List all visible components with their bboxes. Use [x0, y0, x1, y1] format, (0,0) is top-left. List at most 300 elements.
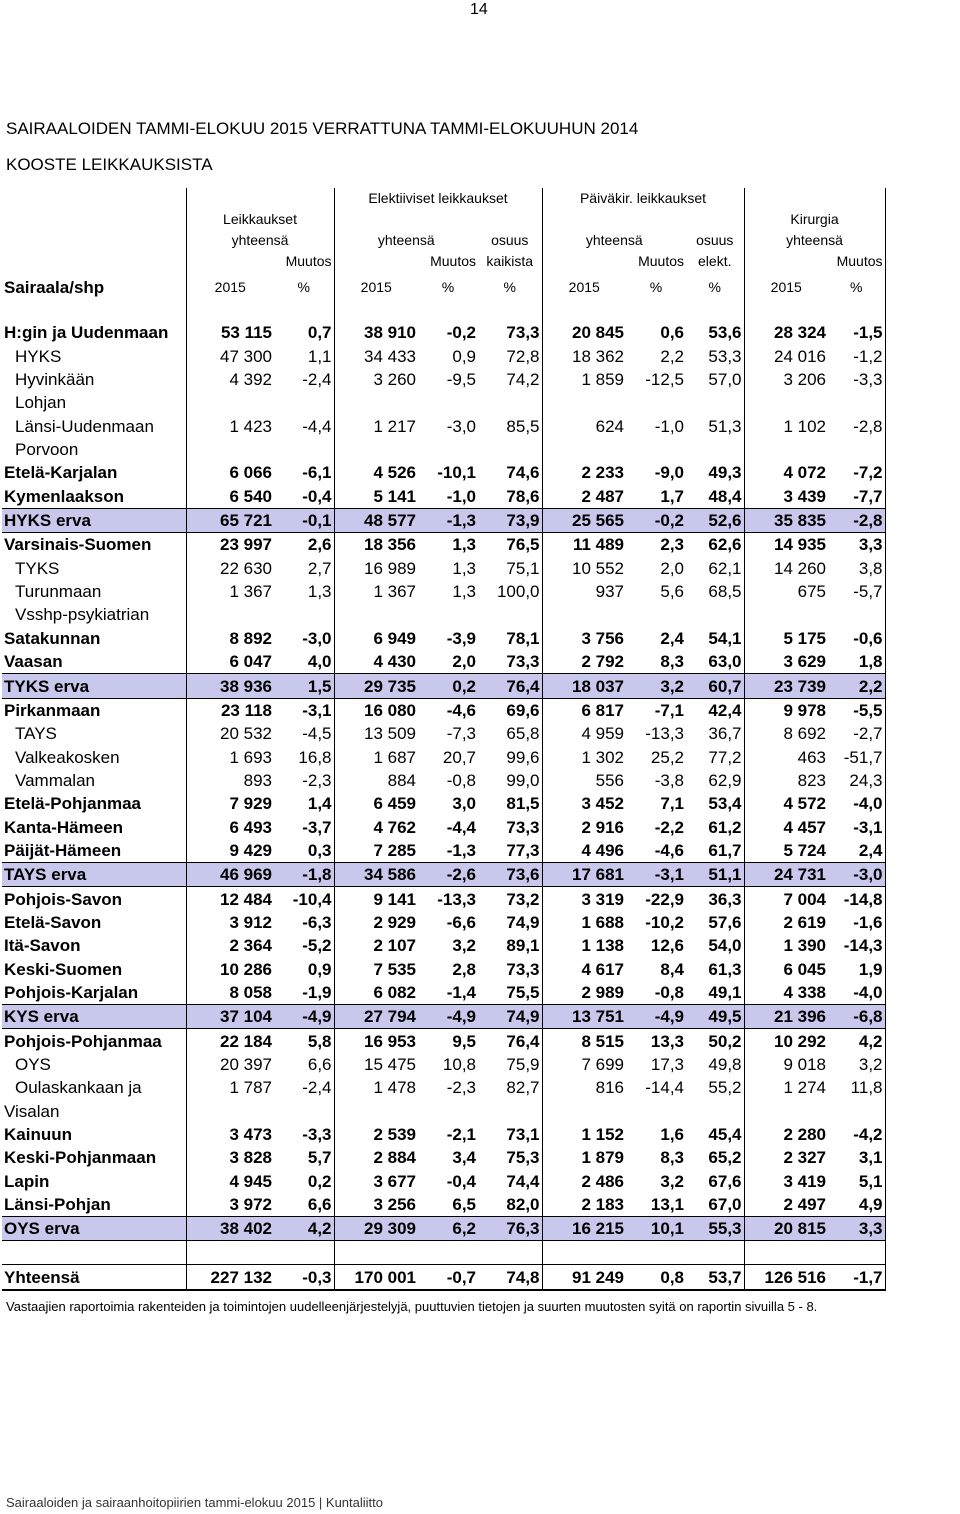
cell-elective-share-pct	[478, 1099, 542, 1122]
cell-surgery-2015: 4 338	[783, 982, 826, 1002]
cell-surgery-change-pct: -51,7	[828, 745, 885, 768]
cell-elective-change-pct: -1,0	[446, 486, 476, 506]
cell-dayop-2015: 2 487	[581, 486, 624, 506]
cell-surgery-change-pct: -3,0	[828, 862, 885, 886]
header-pct: %	[441, 279, 455, 295]
cell-dayop-change-pct: 25,2	[650, 747, 684, 767]
cell-dayop-share-elective-pct: 63,0	[686, 650, 744, 674]
cell-elective-2015: 27 794	[334, 1004, 418, 1028]
cell-dayop-change-pct: 7,1	[660, 794, 684, 814]
table-row	[2, 461, 885, 484]
erva-summary-row	[2, 862, 885, 886]
header-year: 2015	[568, 279, 600, 295]
cell-surgery-2015	[744, 1099, 828, 1122]
spacer-row	[2, 1241, 885, 1265]
cell-dayop-share-elective-pct: 51,3	[686, 414, 744, 437]
cell-dayop-2015: 6 817	[581, 700, 624, 720]
cell-dayop-share-elective-pct: 61,7	[686, 839, 744, 863]
cell-surgery-2015: 675	[797, 582, 826, 602]
cell-surgery-change-pct: -1,6	[828, 911, 885, 934]
table-row	[2, 769, 885, 792]
cell-surgery-change-pct: 3,3	[828, 1217, 885, 1241]
cell-total-2015: 22 184	[220, 1031, 272, 1051]
cell-total-2015: 38 402	[186, 1217, 274, 1241]
cell-dayop-change-pct: -12,5	[645, 370, 684, 390]
cell-surgery-change-pct: -2,8	[828, 414, 885, 437]
cell-elective-share-pct: 89,1	[478, 934, 542, 957]
table-row	[2, 981, 885, 1005]
cell-dayop-change-pct: -13,3	[645, 724, 684, 744]
cell-dayop-2015: 2 792	[581, 652, 624, 672]
cell-surgery-change-pct: 4,2	[828, 1029, 885, 1053]
cell-elective-2015: 884	[387, 770, 416, 790]
cell-dayop-change-pct: 8,3	[660, 652, 684, 672]
cell-dayop-2015: 2 233	[581, 463, 624, 483]
cell-total-2015: 10 286	[220, 959, 272, 979]
cell-dayop-2015: 10 552	[572, 558, 624, 578]
header-muutos: Muutos	[638, 253, 684, 269]
cell-elective-2015: 6 082	[373, 982, 416, 1002]
cell-elective-2015: 29 309	[334, 1217, 418, 1241]
cell-elective-share-pct: 74,4	[478, 1169, 542, 1192]
cell-elective-share-pct: 82,0	[478, 1193, 542, 1217]
cell-surgery-change-pct	[828, 603, 885, 626]
header-dayop-osuus: osuus	[686, 230, 744, 251]
cell-elective-change-pct: 6,2	[418, 1217, 478, 1241]
report-subtitle: KOOSTE LEIKKAUKSISTA	[6, 155, 213, 174]
cell-elective-2015: 48 577	[334, 508, 418, 532]
cell-elective-change-pct	[418, 438, 478, 461]
total-row	[2, 1265, 885, 1291]
cell-total-2015: 893	[243, 770, 272, 790]
cell-total-2015	[186, 391, 274, 414]
cell-elective-change-pct: 2,0	[452, 652, 476, 672]
cell-dayop-2015: 937	[595, 582, 624, 602]
cell-total-2015: 3 972	[229, 1195, 272, 1215]
cell-dayop-share-elective-pct: 53,6	[686, 321, 744, 344]
cell-elective-change-pct: 0,2	[418, 674, 478, 698]
cell-surgery-change-pct: -4,0	[828, 981, 885, 1005]
cell-elective-2015: 16 080	[364, 700, 416, 720]
cell-elective-2015: 18 356	[364, 535, 416, 555]
cell-elective-share-pct: 73,1	[478, 1123, 542, 1146]
table-row	[2, 533, 885, 557]
cell-dayop-change-pct: 5,6	[660, 582, 684, 602]
cell-total-2015: 12 484	[220, 889, 272, 909]
cell-dayop-change-pct	[626, 1099, 686, 1122]
cell-surgery-2015: 8 692	[783, 724, 826, 744]
cell-total-2015: 1 423	[229, 416, 272, 436]
cell-elective-2015: 34 433	[364, 346, 416, 366]
cell-total-2015: 2 364	[229, 936, 272, 956]
cell-elective-2015: 4 762	[373, 817, 416, 837]
cell-dayop-share-elective-pct: 57,6	[686, 911, 744, 934]
cell-dayop-2015	[542, 391, 626, 414]
cell-dayop-change-pct: -22,9	[645, 889, 684, 909]
cell-surgery-change-pct: 24,3	[828, 769, 885, 792]
hospital-name: Kanta-Hämeen	[2, 815, 186, 838]
cell-total-change-pct: 0,9	[274, 957, 334, 980]
header-row-1	[2, 188, 885, 209]
cell-surgery-2015: 6 045	[783, 959, 826, 979]
table-row	[2, 1029, 885, 1053]
cell-dayop-share-elective-pct: 53,3	[686, 344, 744, 367]
header-total-label: Leikkaukset	[186, 209, 334, 230]
cell-surgery-change-pct: -2,8	[828, 508, 885, 532]
cell-elective-share-pct: 74,8	[478, 1265, 542, 1291]
cell-elective-share-pct	[478, 391, 542, 414]
cell-surgery-2015: 9 978	[783, 700, 826, 720]
cell-elective-share-pct	[478, 603, 542, 626]
cell-total-change-pct: -6,3	[274, 911, 334, 934]
cell-dayop-2015: 25 565	[542, 508, 626, 532]
cell-total-change-pct: -3,1	[274, 698, 334, 722]
hospital-name: Kainuun	[2, 1123, 186, 1146]
cell-surgery-change-pct	[828, 1099, 885, 1122]
cell-elective-2015: 2 539	[373, 1125, 416, 1145]
cell-total-2015: 3 473	[229, 1125, 272, 1145]
hospital-name: Kymenlaakson	[2, 484, 186, 508]
cell-surgery-change-pct	[828, 391, 885, 414]
cell-elective-change-pct: -2,3	[446, 1078, 476, 1098]
cell-elective-change-pct: 3,0	[452, 794, 476, 814]
hospital-name: Hyvinkään	[2, 368, 186, 391]
cell-elective-change-pct: 1,3	[452, 582, 476, 602]
cell-total-change-pct: -3,7	[274, 815, 334, 838]
cell-dayop-2015: 17 681	[542, 862, 626, 886]
hospital-name: Päijät-Hämeen	[2, 839, 186, 863]
cell-total-2015: 8 058	[229, 982, 272, 1002]
hospital-name: HYKS	[2, 344, 186, 367]
cell-elective-2015: 9 141	[373, 889, 416, 909]
cell-total-2015: 47 300	[220, 346, 272, 366]
table-row	[2, 580, 885, 603]
table-row	[2, 1146, 885, 1169]
cell-elective-change-pct: -0,4	[446, 1171, 476, 1191]
cell-total-change-pct: -2,4	[274, 1076, 334, 1099]
cell-total-change-pct: -0,4	[274, 484, 334, 508]
hospital-name: Visalan	[2, 1099, 186, 1122]
table-row	[2, 1123, 885, 1146]
cell-total-2015: 9 429	[229, 840, 272, 860]
header-year: 2015	[770, 279, 802, 295]
table-row	[2, 484, 885, 508]
cell-dayop-change-pct: -14,4	[645, 1078, 684, 1098]
cell-elective-change-pct: -1,3	[418, 508, 478, 532]
cell-total-2015: 7 929	[229, 794, 272, 814]
cell-elective-2015	[334, 1099, 418, 1122]
hospital-name: OYS	[2, 1053, 186, 1076]
cell-dayop-share-elective-pct: 60,7	[686, 674, 744, 698]
cell-total-2015: 53 115	[220, 323, 272, 343]
table-row	[2, 321, 885, 344]
cell-elective-change-pct: -2,1	[446, 1125, 476, 1145]
cell-dayop-2015	[542, 603, 626, 626]
cell-dayop-2015: 2 183	[581, 1195, 624, 1215]
cell-total-change-pct	[274, 603, 334, 626]
cell-dayop-2015: 1 138	[581, 936, 624, 956]
hospital-name: Varsinais-Suomen	[2, 533, 186, 557]
page-number: 14	[470, 1, 488, 18]
cell-surgery-change-pct: 2,2	[828, 674, 885, 698]
cell-elective-change-pct: 10,8	[442, 1055, 476, 1074]
cell-elective-change-pct: -4,4	[446, 817, 476, 837]
cell-elective-2015: 2 884	[373, 1148, 416, 1168]
table-row	[2, 603, 885, 626]
cell-dayop-2015: 7 699	[581, 1055, 624, 1074]
cell-elective-change-pct: -2,6	[418, 862, 478, 886]
cell-total-change-pct: 0,3	[274, 839, 334, 863]
cell-surgery-change-pct: -5,5	[828, 698, 885, 722]
cell-total-change-pct: 0,7	[274, 321, 334, 344]
cell-dayop-2015: 624	[595, 416, 624, 436]
cell-surgery-2015: 463	[797, 747, 826, 767]
cell-dayop-2015: 16 215	[542, 1217, 626, 1241]
cell-elective-share-pct: 81,5	[478, 792, 542, 815]
cell-total-change-pct: 5,7	[274, 1146, 334, 1169]
hospital-name: Etelä-Karjalan	[2, 461, 186, 484]
table-row	[2, 1099, 885, 1122]
cell-dayop-share-elective-pct: 53,7	[686, 1265, 744, 1291]
cell-dayop-2015	[542, 1099, 626, 1122]
cell-elective-2015: 29 735	[334, 674, 418, 698]
hospital-name: TAYS erva	[2, 862, 186, 886]
cell-dayop-share-elective-pct: 42,4	[686, 698, 744, 722]
cell-total-change-pct: -3,3	[274, 1123, 334, 1146]
cell-surgery-2015: 28 324	[774, 323, 826, 343]
cell-dayop-change-pct: -0,8	[654, 982, 684, 1002]
cell-total-change-pct: 2,6	[274, 533, 334, 557]
cell-dayop-share-elective-pct: 54,0	[686, 934, 744, 957]
header-pct: %	[274, 272, 334, 298]
cell-surgery-change-pct: -4,2	[828, 1123, 885, 1146]
cell-elective-2015: 2 929	[373, 912, 416, 932]
erva-summary-row	[2, 674, 885, 698]
cell-elective-share-pct: 99,0	[478, 769, 542, 792]
cell-surgery-change-pct: -1,7	[828, 1265, 885, 1291]
cell-total-change-pct: -2,4	[274, 368, 334, 391]
cell-surgery-change-pct: -3,1	[828, 815, 885, 838]
cell-surgery-2015: 2 497	[783, 1195, 826, 1215]
hospital-name: TYKS	[2, 556, 186, 579]
cell-dayop-change-pct: 1,6	[660, 1125, 684, 1145]
spacer-row	[2, 298, 885, 321]
cell-elective-change-pct: 6,5	[452, 1195, 476, 1215]
cell-elective-2015	[334, 391, 418, 414]
cell-surgery-2015: 14 260	[774, 558, 826, 578]
cell-surgery-2015: 5 175	[783, 628, 826, 648]
table-row	[2, 722, 885, 745]
cell-surgery-2015: 14 935	[774, 535, 826, 555]
cell-elective-share-pct: 73,3	[478, 815, 542, 838]
cell-elective-share-pct: 74,6	[478, 461, 542, 484]
cell-dayop-2015: 4 959	[581, 724, 624, 744]
cell-dayop-share-elective-pct: 49,3	[686, 461, 744, 484]
hospital-name: TAYS	[2, 722, 186, 745]
cell-total-2015: 1 787	[229, 1078, 272, 1098]
cell-total-2015: 3 828	[229, 1148, 272, 1168]
cell-dayop-share-elective-pct: 65,2	[686, 1146, 744, 1169]
table-row	[2, 1076, 885, 1099]
cell-elective-share-pct: 73,3	[478, 957, 542, 980]
hospital-name: Lohjan	[2, 391, 186, 414]
header-year: 2015	[360, 279, 392, 295]
cell-surgery-change-pct: -7,2	[828, 461, 885, 484]
cell-elective-share-pct: 78,6	[478, 484, 542, 508]
cell-surgery-2015: 5 724	[783, 840, 826, 860]
cell-surgery-change-pct: -3,3	[828, 368, 885, 391]
cell-surgery-change-pct: 1,8	[828, 650, 885, 674]
cell-elective-share-pct: 75,5	[478, 981, 542, 1005]
cell-dayop-change-pct: 8,3	[660, 1148, 684, 1168]
cell-elective-share-pct: 69,6	[478, 698, 542, 722]
cell-elective-2015: 1 217	[373, 416, 416, 436]
cell-surgery-2015: 4 457	[783, 817, 826, 837]
cell-elective-change-pct: -0,8	[446, 770, 476, 790]
cell-elective-2015	[334, 438, 418, 461]
cell-surgery-2015: 23 739	[744, 674, 828, 698]
cell-total-change-pct: 4,2	[274, 1217, 334, 1241]
cell-dayop-change-pct: 17,3	[650, 1055, 684, 1074]
cell-dayop-2015: 4 496	[581, 840, 624, 860]
cell-dayop-change-pct: 3,2	[626, 674, 686, 698]
cell-total-change-pct: 1,1	[274, 344, 334, 367]
cell-elective-change-pct: -0,2	[446, 323, 476, 343]
header-pct: %	[649, 279, 663, 295]
cell-total-change-pct	[274, 391, 334, 414]
cell-elective-share-pct: 75,1	[478, 556, 542, 579]
cell-total-2015: 20 397	[220, 1055, 272, 1074]
cell-elective-2015: 5 141	[373, 486, 416, 506]
cell-dayop-2015: 1 859	[581, 370, 624, 390]
cell-surgery-change-pct: 3,3	[828, 533, 885, 557]
cell-dayop-2015: 556	[595, 770, 624, 790]
cell-total-change-pct: -1,8	[274, 862, 334, 886]
cell-elective-change-pct: 9,5	[452, 1031, 476, 1051]
cell-dayop-change-pct: -0,2	[626, 508, 686, 532]
cell-dayop-change-pct: -7,1	[654, 700, 684, 720]
cell-total-2015: 46 969	[186, 862, 274, 886]
cell-elective-change-pct: 2,8	[452, 959, 476, 979]
cell-elective-change-pct: -0,7	[418, 1265, 478, 1291]
cell-elective-share-pct: 99,6	[478, 745, 542, 768]
cell-total-2015: 8 892	[229, 628, 272, 648]
cell-total-2015: 3 912	[229, 912, 272, 932]
cell-elective-2015: 1 478	[373, 1078, 416, 1098]
cell-surgery-change-pct: -2,7	[828, 722, 885, 745]
table-row	[2, 911, 885, 934]
cell-total-2015: 37 104	[186, 1004, 274, 1028]
table-row	[2, 368, 885, 391]
cell-surgery-2015: 3 419	[783, 1171, 826, 1191]
cell-elective-2015: 16 989	[364, 558, 416, 578]
hospital-name: Vammalan	[2, 769, 186, 792]
header-elekt: elekt.	[686, 251, 744, 272]
cell-elective-2015: 3 256	[373, 1195, 416, 1215]
hospital-name: H:gin ja Uudenmaan	[2, 321, 186, 344]
cell-elective-change-pct: 1,3	[452, 535, 476, 555]
cell-elective-2015: 6 459	[373, 794, 416, 814]
table-row	[2, 698, 885, 722]
cell-total-2015: 6 493	[229, 817, 272, 837]
cell-elective-2015: 7 535	[373, 959, 416, 979]
cell-elective-change-pct: 3,4	[452, 1148, 476, 1168]
cell-dayop-share-elective-pct: 49,1	[686, 981, 744, 1005]
hospital-name: Etelä-Pohjanmaa	[2, 792, 186, 815]
cell-total-change-pct: 5,8	[274, 1029, 334, 1053]
cell-total-2015: 1 367	[229, 582, 272, 602]
cell-total-change-pct: -4,5	[274, 722, 334, 745]
cell-elective-2015: 16 953	[364, 1031, 416, 1051]
cell-dayop-change-pct: 0,8	[626, 1265, 686, 1291]
cell-dayop-2015: 1 688	[581, 912, 624, 932]
cell-dayop-share-elective-pct: 36,3	[686, 887, 744, 911]
cell-elective-change-pct: -3,0	[446, 416, 476, 436]
cell-surgery-2015: 7 004	[783, 889, 826, 909]
cell-elective-2015: 2 107	[373, 936, 416, 956]
cell-dayop-share-elective-pct: 55,3	[686, 1217, 744, 1241]
cell-dayop-share-elective-pct: 62,9	[686, 769, 744, 792]
cell-elective-share-pct: 100,0	[478, 580, 542, 603]
cell-dayop-share-elective-pct: 61,2	[686, 815, 744, 838]
cell-total-change-pct: 0,2	[274, 1169, 334, 1192]
cell-total-change-pct: 1,3	[274, 580, 334, 603]
erva-summary-row	[2, 1004, 885, 1028]
hospital-name: TYKS erva	[2, 674, 186, 698]
cell-total-change-pct: -2,3	[274, 769, 334, 792]
cell-surgery-2015: 4 572	[783, 794, 826, 814]
cell-elective-share-pct: 85,5	[478, 414, 542, 437]
cell-surgery-2015: 4 072	[783, 463, 826, 483]
cell-dayop-2015: 18 037	[542, 674, 626, 698]
cell-elective-2015: 6 949	[373, 628, 416, 648]
cell-elective-2015: 3 260	[373, 370, 416, 390]
cell-total-2015: 4 945	[229, 1171, 272, 1191]
cell-elective-share-pct: 73,9	[478, 508, 542, 532]
cell-elective-share-pct: 74,2	[478, 368, 542, 391]
hospital-name: Länsi-Pohjan	[2, 1193, 186, 1217]
cell-elective-share-pct: 73,3	[478, 321, 542, 344]
cell-elective-share-pct: 75,3	[478, 1146, 542, 1169]
cell-dayop-change-pct: 13,1	[650, 1195, 684, 1215]
cell-elective-2015: 34 586	[334, 862, 418, 886]
hospital-name: Yhteensä	[2, 1265, 186, 1291]
cell-elective-change-pct: -6,6	[446, 912, 476, 932]
cell-total-2015: 65 721	[186, 508, 274, 532]
cell-dayop-2015: 20 845	[572, 323, 624, 343]
cell-surgery-change-pct: -14,3	[828, 934, 885, 957]
cell-total-2015: 20 532	[220, 724, 272, 744]
cell-elective-change-pct: -9,5	[446, 370, 476, 390]
cell-dayop-change-pct: -4,6	[654, 840, 684, 860]
cell-elective-2015: 13 509	[364, 724, 416, 744]
cell-dayop-share-elective-pct: 50,2	[686, 1029, 744, 1053]
cell-total-change-pct: 4,0	[274, 650, 334, 674]
cell-total-change-pct: -10,4	[274, 887, 334, 911]
header-elective-yhteensa: yhteensä	[377, 232, 435, 248]
hospital-name: Turunmaan	[2, 580, 186, 603]
cell-elective-share-pct: 76,3	[478, 1217, 542, 1241]
cell-elective-share-pct: 76,4	[478, 1029, 542, 1053]
cell-elective-2015: 3 677	[373, 1171, 416, 1191]
table-row	[2, 1193, 885, 1217]
cell-dayop-2015: 8 515	[581, 1031, 624, 1051]
header-year: 2015	[214, 279, 246, 295]
hospital-name: Oulaskankaan ja	[2, 1076, 186, 1099]
hospital-name: Satakunnan	[2, 626, 186, 649]
cell-dayop-change-pct: -3,1	[626, 862, 686, 886]
table-row	[2, 792, 885, 815]
